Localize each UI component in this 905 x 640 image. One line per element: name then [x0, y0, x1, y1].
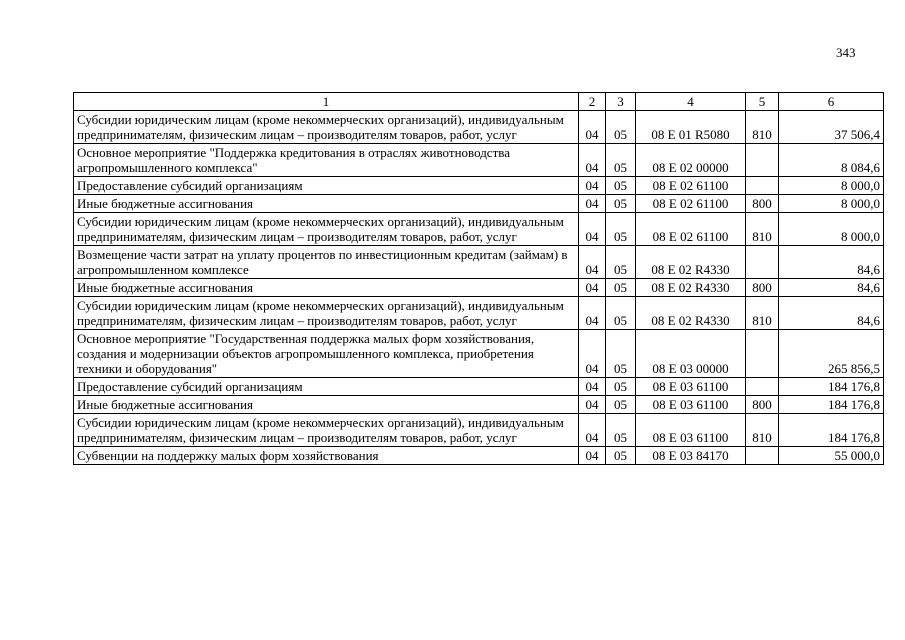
table-row	[74, 447, 884, 465]
row-target-code: 08 Е 03 61100	[636, 414, 746, 447]
table-row	[74, 330, 884, 378]
column-header: 2	[579, 93, 606, 111]
column-header: 1	[74, 93, 579, 111]
row-name: Возмещение части затрат на уплату процентов по инвестиционным кредитам (займам) в агропромышленном комплексе	[74, 246, 579, 279]
row-name: Субвенции на поддержку малых форм хозяйствования	[74, 447, 579, 465]
row-name: Субсидии юридическим лицам (кроме некоммерческих организаций), индивидуальным предпринимателям, физическим лицам – производителям товаров, работ, услуг	[74, 111, 579, 144]
row-target-code: 08 Е 03 84170	[636, 447, 746, 465]
row-amount: 184 176,8	[779, 378, 884, 396]
table-row	[74, 111, 884, 144]
table-row	[74, 246, 884, 279]
row-expense-type: 810	[746, 414, 779, 447]
row-section: 04	[579, 279, 606, 297]
column-header: 3	[606, 93, 636, 111]
row-target-code: 08 Е 02 R4330	[636, 246, 746, 279]
row-subsection: 05	[606, 279, 636, 297]
row-target-code: 08 Е 02 00000	[636, 144, 746, 177]
row-name: Субсидии юридическим лицам (кроме некоммерческих организаций), индивидуальным предпринимателям, физическим лицам – производителям товаров, работ, услуг	[74, 213, 579, 246]
row-target-code: 08 Е 02 61100	[636, 213, 746, 246]
row-target-code: 08 Е 01 R5080	[636, 111, 746, 144]
table-row	[74, 279, 884, 297]
row-amount: 84,6	[779, 279, 884, 297]
row-name: Предоставление субсидий организациям	[74, 378, 579, 396]
row-subsection: 05	[606, 378, 636, 396]
column-header: 5	[746, 93, 779, 111]
row-expense-type: 810	[746, 297, 779, 330]
row-subsection: 05	[606, 447, 636, 465]
row-section: 04	[579, 396, 606, 414]
table-header	[74, 93, 884, 111]
row-expense-type	[746, 330, 779, 378]
row-section: 04	[579, 447, 606, 465]
row-amount: 84,6	[779, 246, 884, 279]
row-amount: 8 000,0	[779, 213, 884, 246]
row-target-code: 08 Е 03 00000	[636, 330, 746, 378]
row-expense-type: 800	[746, 396, 779, 414]
row-subsection: 05	[606, 297, 636, 330]
budget-table	[73, 92, 884, 465]
row-expense-type	[746, 246, 779, 279]
table-row	[74, 297, 884, 330]
row-target-code: 08 Е 02 R4330	[636, 279, 746, 297]
row-expense-type	[746, 447, 779, 465]
row-section: 04	[579, 213, 606, 246]
row-expense-type: 800	[746, 279, 779, 297]
row-subsection: 05	[606, 396, 636, 414]
row-subsection: 05	[606, 111, 636, 144]
row-name: Иные бюджетные ассигнования	[74, 279, 579, 297]
row-section: 04	[579, 246, 606, 279]
row-amount: 184 176,8	[779, 414, 884, 447]
page-number: 343	[836, 45, 856, 60]
row-amount: 184 176,8	[779, 396, 884, 414]
row-amount: 265 856,5	[779, 330, 884, 378]
table-row	[74, 213, 884, 246]
row-amount: 8 000,0	[779, 195, 884, 213]
row-name: Предоставление субсидий организациям	[74, 177, 579, 195]
table-row	[74, 144, 884, 177]
row-expense-type	[746, 144, 779, 177]
row-subsection: 05	[606, 330, 636, 378]
row-name: Иные бюджетные ассигнования	[74, 195, 579, 213]
row-expense-type: 800	[746, 195, 779, 213]
row-amount: 84,6	[779, 297, 884, 330]
header-row	[74, 93, 884, 111]
row-section: 04	[579, 414, 606, 447]
row-expense-type: 810	[746, 111, 779, 144]
column-header: 6	[779, 93, 884, 111]
row-name: Иные бюджетные ассигнования	[74, 396, 579, 414]
row-target-code: 08 Е 02 61100	[636, 195, 746, 213]
row-subsection: 05	[606, 177, 636, 195]
row-name: Основное мероприятие "Государственная поддержка малых форм хозяйствования, создания и модернизации объектов агропромышленного комплекса, приобретения техники и оборудования"	[74, 330, 579, 378]
row-subsection: 05	[606, 195, 636, 213]
table-row	[74, 396, 884, 414]
row-subsection: 05	[606, 144, 636, 177]
row-amount: 55 000,0	[779, 447, 884, 465]
row-target-code: 08 Е 03 61100	[636, 396, 746, 414]
row-subsection: 05	[606, 414, 636, 447]
row-section: 04	[579, 195, 606, 213]
table-row	[74, 414, 884, 447]
row-target-code: 08 Е 03 61100	[636, 378, 746, 396]
table-row	[74, 195, 884, 213]
row-section: 04	[579, 330, 606, 378]
row-amount: 8 084,6	[779, 144, 884, 177]
table-row	[74, 177, 884, 195]
row-section: 04	[579, 144, 606, 177]
row-section: 04	[579, 378, 606, 396]
row-expense-type: 810	[746, 213, 779, 246]
row-amount: 37 506,4	[779, 111, 884, 144]
column-header: 4	[636, 93, 746, 111]
row-amount: 8 000,0	[779, 177, 884, 195]
row-section: 04	[579, 297, 606, 330]
row-section: 04	[579, 177, 606, 195]
row-name: Основное мероприятие "Поддержка кредитования в отраслях животноводства агропромышленного комплекса"	[74, 144, 579, 177]
row-name: Субсидии юридическим лицам (кроме некоммерческих организаций), индивидуальным предпринимателям, физическим лицам – производителям товаров, работ, услуг	[74, 297, 579, 330]
row-name: Субсидии юридическим лицам (кроме некоммерческих организаций), индивидуальным предпринимателям, физическим лицам – производителям товаров, работ, услуг	[74, 414, 579, 447]
row-subsection: 05	[606, 213, 636, 246]
row-section: 04	[579, 111, 606, 144]
table-row	[74, 378, 884, 396]
row-expense-type	[746, 378, 779, 396]
row-expense-type	[746, 177, 779, 195]
row-subsection: 05	[606, 246, 636, 279]
row-target-code: 08 Е 02 R4330	[636, 297, 746, 330]
row-target-code: 08 Е 02 61100	[636, 177, 746, 195]
table-body	[74, 111, 884, 465]
